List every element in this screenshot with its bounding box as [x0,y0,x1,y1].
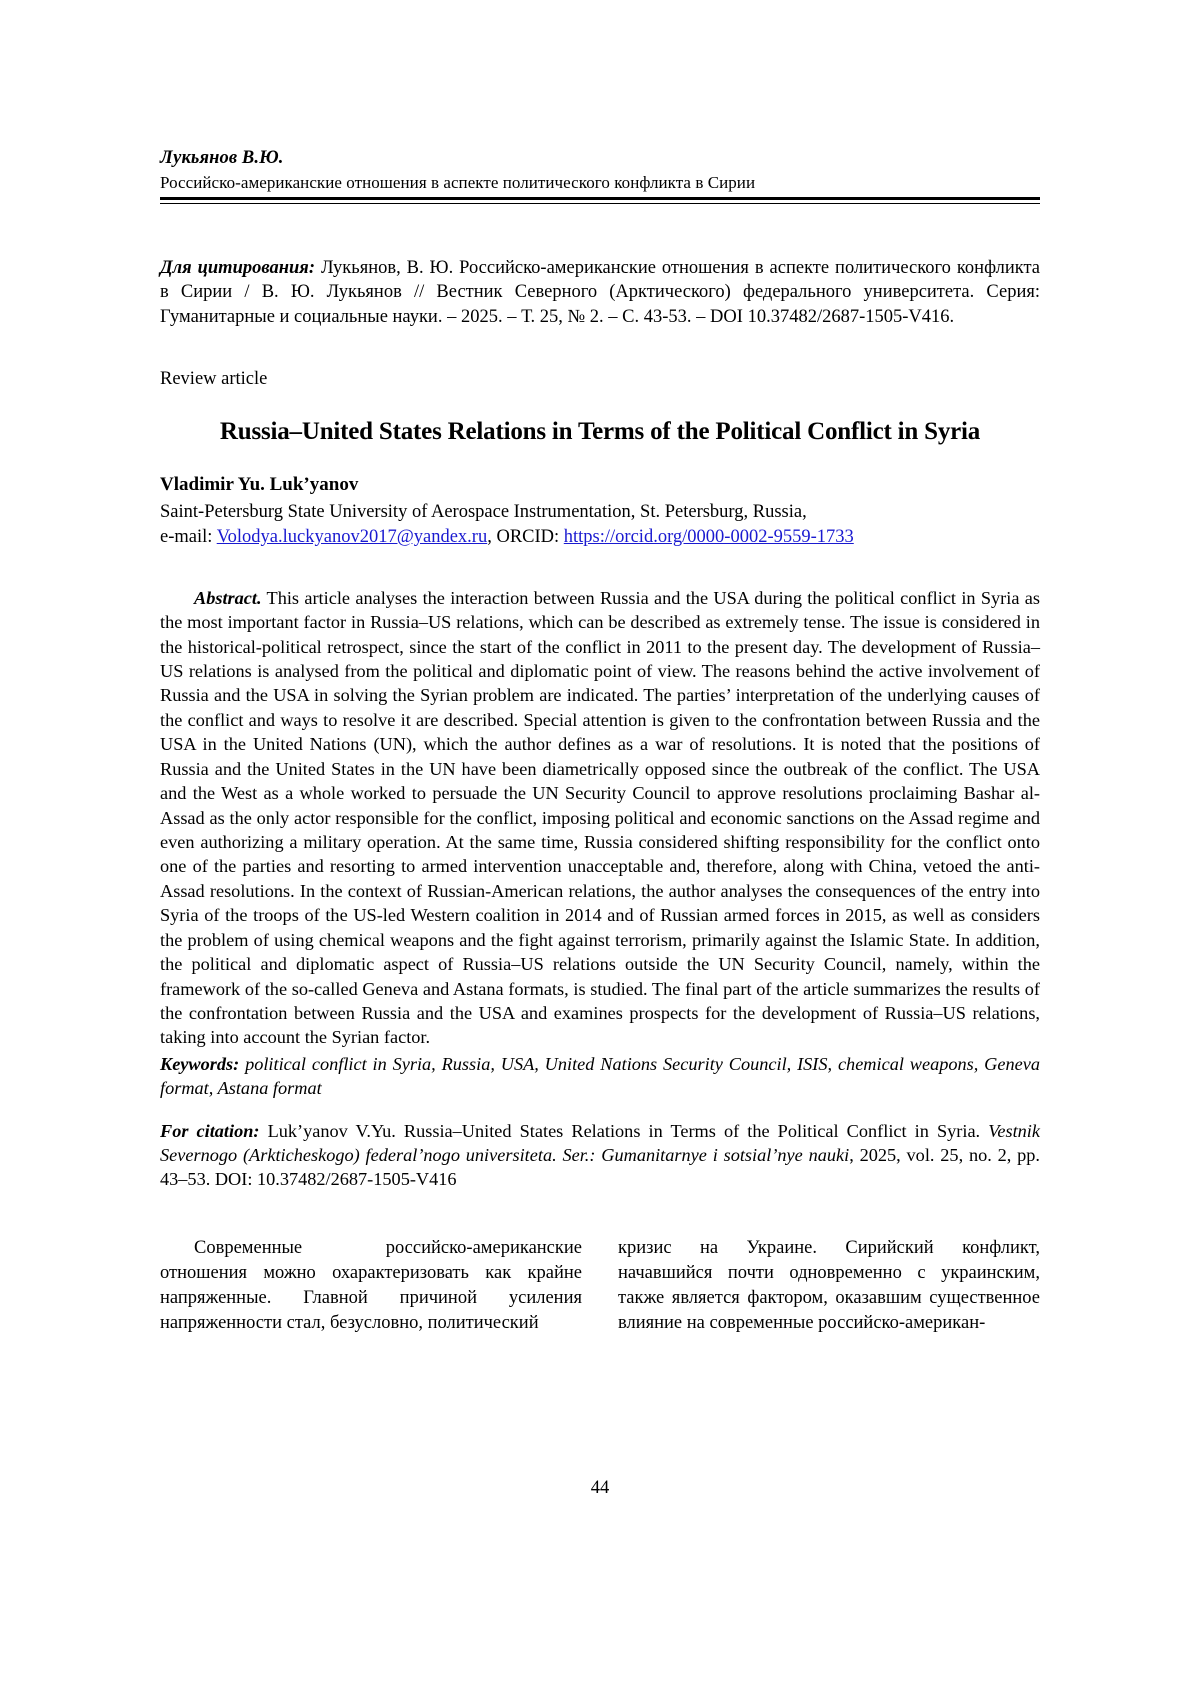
keywords-text: political conflict in Syria, Russia, USA, United Nations Security Council, ISIS, chemical weapons, Geneva format, Astana format [160,1053,1040,1099]
abstract-text: This article analyses the interaction between Russia and the USA during the political conflict in Syria as the most important factor in Russia–US relations, which can be described as extremely tense. The issue is considered in the historical-political retrospect, since the start of the conflict in 2011 to the present day. The development of Russia–US relations is analysed from the political and diplomatic point of view. The reasons behind the active involvement of Russia and the USA in solving the Syrian problem are indicated. The parties’ interpretation of the underlying causes of the conflict and ways to resolve it are described. Special attention is given to the confrontation between Russia and the USA in the United Nations (UN), which the author defines as a war of resolutions. It is noted that the positions of Russia and the United States in the UN have been diametrically opposed since the outbreak of the conflict. The USA and the West as a whole worked to persuade the UN Security Council to approve resolutions proclaiming Bashar al-Assad as the only actor responsible for the conflict, imposing political and economic sanctions on the Assad regime and even authorizing a military operation. At the same time, Russia considered shifting responsibility for the conflict onto one of the parties and resorting to armed intervention unacceptable and, therefore, along with China, vetoed the anti-Assad resolutions. In the context of Russian-American relations, the author analyses the consequences of the entry into Syria of the troops of the US-led Western coalition in 2014 and of Russian armed forces in 2015, as well as considers the problem of using chemical weapons and the fight against terrorism, primarily against the Islamic State. In addition, the political and diplomatic aspect of Russia–US relations outside the UN Security Council, namely, within the framework of the so-called Geneva and Astana formats, is studied. The final part of the article summarizes the results of the confrontation between Russia and the USA and examines prospects for the development of Russia–US relations, taking into account the Syrian factor. [160,587,1040,1048]
author-name: Vladimir Yu. Luk’yanov [160,474,359,496]
running-head-title: Российско-американские отношения в аспекте политического конфликта в Сирии [160,173,756,192]
author-affiliation: Saint-Petersburg State University of Aerospace Instrumentation, St. Petersburg, Russia, [160,502,807,523]
russian-citation-block [160,256,1040,329]
header-rule [160,197,1040,204]
page-title: Russia–United States Relations in Terms of the Political Conflict in Syria [219,418,981,446]
orcid-link[interactable]: https://orcid.org/0000-0002-9559-1733 [563,527,854,547]
body-column-right [618,1236,1040,1337]
for-citation-part1: Luk’yanov V.Yu. Russia–United States Relations in Terms of the Political Conflict in Syria. [259,1120,989,1141]
author-contact-line [160,525,1040,550]
article-type: Review article [160,369,268,390]
russian-citation-text: Лукьянов, В. Ю. Российско-американские отношения в аспекте политического конфликта в Сирии / В. Ю. Лукьянов // Вестник Северного (Арктического) федерального университета. Серия: Гуманитарные и социальные науки. – 2025. – Т. 25, № 2. – С. 43-53. – DOI 10.37482/2687-1505-V416. [160,258,1040,327]
running-head [160,148,1040,204]
email-link[interactable]: Volodya.luckyanov2017@yandex.ru [216,527,488,547]
keywords-label: Keywords: [160,1053,240,1074]
abstract-section [160,586,1040,1050]
page-number: 44 [590,1478,610,1498]
abstract-paragraph [160,586,1040,1050]
body-paragraph-right: кризис на Украине. Сирийский конфликт, начавшийся почти одновременно с украинским, также является фактором, оказавшим существенное влияние на современные российско-американ- [618,1237,1040,1334]
body-column-left [160,1236,582,1337]
for-citation-label: For citation: [160,1120,260,1141]
email-label: e-mail: [160,527,217,547]
for-citation-section [160,1119,1040,1192]
abstract-label: Abstract. [194,587,262,608]
for-citation-journal: Vestnik Severnogo (Arkticheskogo) federal’nogo universiteta. Ser.: Gumanitarnye i sotsial’nye nauki [160,1120,1040,1166]
running-head-author: Лукьянов В.Ю. [160,148,284,168]
keywords-section [160,1052,1040,1101]
body-columns [160,1236,1040,1337]
orcid-label: , ORCID: [487,527,564,547]
body-paragraph-left: Современные российско-американские отношения можно охарактеризовать как крайне напряженные. Главной причиной усиления напряженности стал, безусловно, политический [160,1237,582,1334]
for-citation-part2: , 2025, vol. 25, no. 2, pp. 43–53. DOI: 10.37482/2687-1505-V416 [160,1145,1040,1190]
russian-citation-label: Для цитирования: [160,258,315,278]
